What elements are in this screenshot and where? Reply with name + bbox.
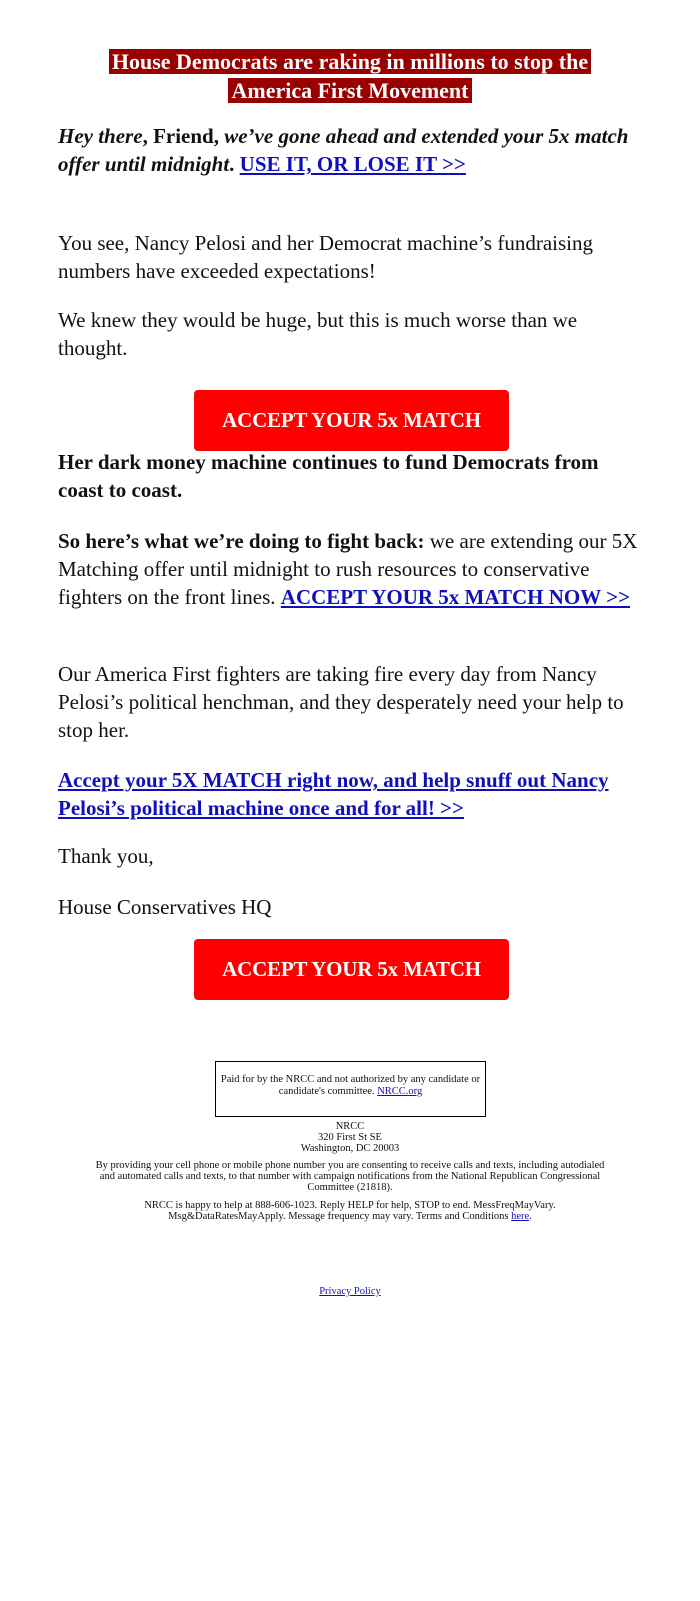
paragraph-dark-money: Her dark money machine continues to fund Democrats from coast to coast.	[58, 450, 599, 502]
paragraph-fundraising: You see, Nancy Pelosi and her Democrat machine’s fundraising numbers have exceeded expectations!	[58, 231, 593, 283]
footer-help	[110, 1200, 590, 1222]
accept-match-now-link[interactable]: ACCEPT YOUR 5x MATCH NOW >>	[280, 585, 631, 609]
greeting-rest: we’ve gone ahead and extended your 5x match offer until midnight	[58, 124, 629, 176]
footer-org: NRCC	[335, 1121, 365, 1132]
paragraph-fight-back	[58, 527, 648, 611]
snuff-out-link[interactable]: Accept your 5X MATCH right now, and help snuff out Nancy Pelosi’s political machine once and for all! >>	[58, 768, 609, 820]
footer-help-text: NRCC is happy to help at 888-606-1023. Reply HELP for help, STOP to end. MessFreqMayVary. Msg&DataRatesMayApply. Message frequency may vary. Terms and Conditions	[144, 1200, 556, 1222]
headline	[0, 47, 700, 105]
paragraph-taking-fire: Our America First fighters are taking fire every day from Nancy Pelosi’s political henchman, and they desperately need your help to stop her.	[58, 662, 624, 742]
paragraph-snuff-out	[58, 766, 648, 822]
footer-address	[0, 1121, 700, 1154]
footer-city: Washington, DC 20003	[300, 1143, 400, 1154]
footer-help-end: .	[529, 1211, 532, 1222]
paid-for-text: Paid for by the NRCC and not authorized by any candidate or candidate's committee.	[220, 1074, 481, 1097]
paragraph-worse: We knew they would be huge, but this is much worse than we thought.	[58, 308, 578, 360]
accept-match-button-bottom[interactable]: ACCEPT YOUR 5x MATCH	[194, 939, 509, 1000]
terms-here-link[interactable]: here	[511, 1211, 530, 1222]
greeting-paragraph	[58, 122, 648, 178]
footer-consent: By providing your cell phone or mobile phone number you are consenting to receive calls and texts, including autodialed and automated calls and texts, to that number with campaign notifications from the National Republican Congressional Committee (21818).	[95, 1160, 605, 1193]
greeting-intro: Hey there	[58, 124, 143, 148]
accept-match-button-top[interactable]: ACCEPT YOUR 5x MATCH	[194, 390, 509, 451]
privacy-policy-link[interactable]: Privacy Policy	[319, 1286, 381, 1297]
headline-line-2: America First Movement	[228, 78, 471, 103]
fight-back-text: we are extending our 5X Matching offer until midnight to rush resources to conservative fighters on the front lines.	[58, 529, 638, 609]
headline-line-1: House Democrats are raking in millions to stop the	[109, 49, 591, 74]
fight-back-lead: So here’s what we’re doing to fight back:	[58, 529, 425, 553]
footer-street: 320 First St SE	[318, 1132, 382, 1143]
footer-privacy	[0, 1286, 700, 1297]
use-it-or-lose-it-link[interactable]: USE IT, OR LOSE IT >>	[239, 152, 466, 176]
signoff: Thank you,	[58, 844, 154, 868]
nrcc-org-link[interactable]: NRCC.org	[377, 1086, 423, 1097]
signature: House Conservatives HQ	[58, 895, 272, 919]
greeting-name: , Friend,	[142, 124, 219, 148]
paid-for-disclaimer-box	[215, 1061, 486, 1117]
greeting-period: .	[229, 152, 235, 176]
